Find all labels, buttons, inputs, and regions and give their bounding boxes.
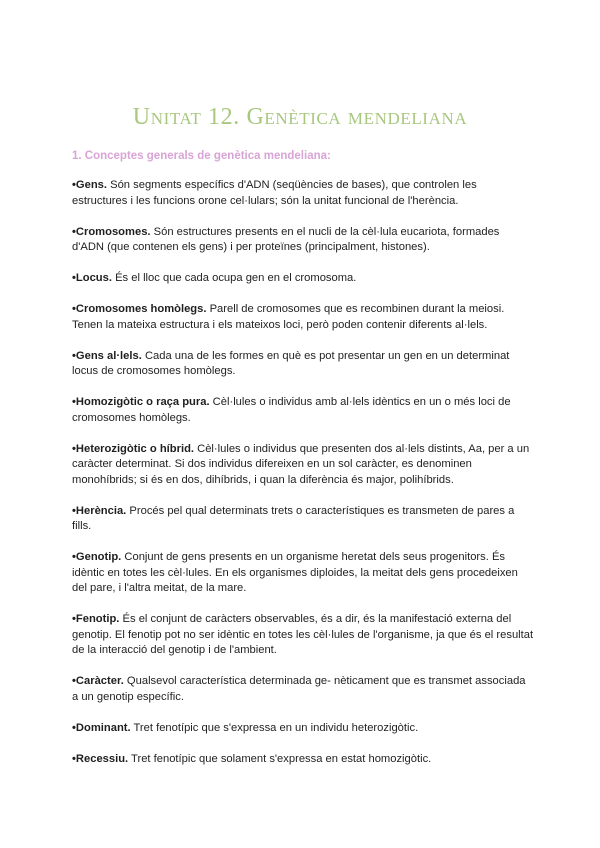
definitions-list <box>72 178 534 783</box>
definition-text: És el conjunt de caràcters observables, és a dir, és la manifestació externa del genotip. El fenotip pot no ser idèntic en totes les cèl·lules de l'organisme, ja que és el resultat de la interacció del genotip i de l'ambient. <box>72 613 534 656</box>
definition-item <box>72 225 534 256</box>
definition-item <box>72 178 534 209</box>
definition-text: Tret fenotípic que s'expressa en un individu heterozigòtic. <box>130 721 419 734</box>
definition-term: •Homozigòtic o raça pura. <box>72 396 210 408</box>
definition-term: •Fenotip. <box>72 613 120 625</box>
definition-item <box>72 674 534 705</box>
definition-term: •Dominant. <box>72 721 131 734</box>
definition-text: Tret fenotípic que solament s'expressa en estat homozigòtic. <box>128 752 432 765</box>
definition-item <box>72 271 534 287</box>
definition-text: És el lloc que cada ocupa gen en el cromosoma. <box>111 272 357 284</box>
definition-item <box>72 752 534 768</box>
definition-item <box>72 302 534 333</box>
definition-text: Procés pel qual determinats trets o característiques es transmeten de pares a fills. <box>72 504 515 532</box>
definition-item <box>72 442 534 489</box>
definition-item <box>72 721 534 737</box>
definition-term: •Locus. <box>72 272 112 284</box>
definition-text: Són estructures presents en el nucli de la cèl·lula eucariota, formades d'ADN (que contenen els gens) i per proteïnes (principalment, histones). <box>72 225 500 253</box>
definition-term: •Gens. <box>72 179 108 191</box>
definition-item <box>72 550 534 597</box>
definition-text: Cèl·lules o individus amb al·lels idèntics en un o més loci de cromosomes homòlegs. <box>72 396 511 424</box>
section-heading: 1. Conceptes generals de genètica mendeliana: <box>72 150 331 162</box>
definition-term: •Cromosomes homòlegs. <box>72 303 207 315</box>
definition-text: Cada una de les formes en què es pot presentar un gen en un determinat locus de cromosomes homòlegs. <box>72 349 510 377</box>
definition-term: •Caràcter. <box>72 675 124 687</box>
definition-text: Conjunt de gens presents en un organisme heretat dels seus progenitors. És idèntic en totes les cèl·lules. En els organismes diploides, la meitat dels gens procedeixen del pare, i l'altra meitat, de la mare. <box>72 551 518 594</box>
definition-item <box>72 349 534 380</box>
definition-text: Parell de cromosomes que es recombinen durant la meiosi. Tenen la mateixa estructura i els mateixos loci, però poden contenir diferents al·lels. <box>72 303 505 331</box>
definition-term: •Gens al·lels. <box>72 349 142 362</box>
definition-term: •Herència. <box>72 504 127 517</box>
definition-term: •Heterozigòtic o híbrid. <box>72 442 195 455</box>
definition-item <box>72 395 534 426</box>
definition-item <box>72 612 534 659</box>
definition-term: •Recessiu. <box>72 752 129 765</box>
definition-term: •Genotip. <box>72 551 122 563</box>
definition-term: •Cromosomes. <box>72 225 151 238</box>
definition-text: Qualsevol característica determinada ge- nèticament que es transmet associada a un genotip específic. <box>72 675 526 703</box>
page-title: Unitat 12. Genètica mendeliana <box>132 104 468 130</box>
definition-item <box>72 504 534 535</box>
definition-text: Cèl·lules o individus que presenten dos al·lels distints, Aa, per a un caràcter determinat. Si dos individus difereixen en un sol caràcter, es denominen monohíbrids; si és en dos, dihíbrids, i quan la diferència és major, polihíbrids. <box>72 442 530 486</box>
definition-text: Són segments específics d'ADN (seqüències de bases), que controlen les estructures i les funcions orone cel·lulars; són la unitat funcional de l'herència. <box>72 179 477 207</box>
